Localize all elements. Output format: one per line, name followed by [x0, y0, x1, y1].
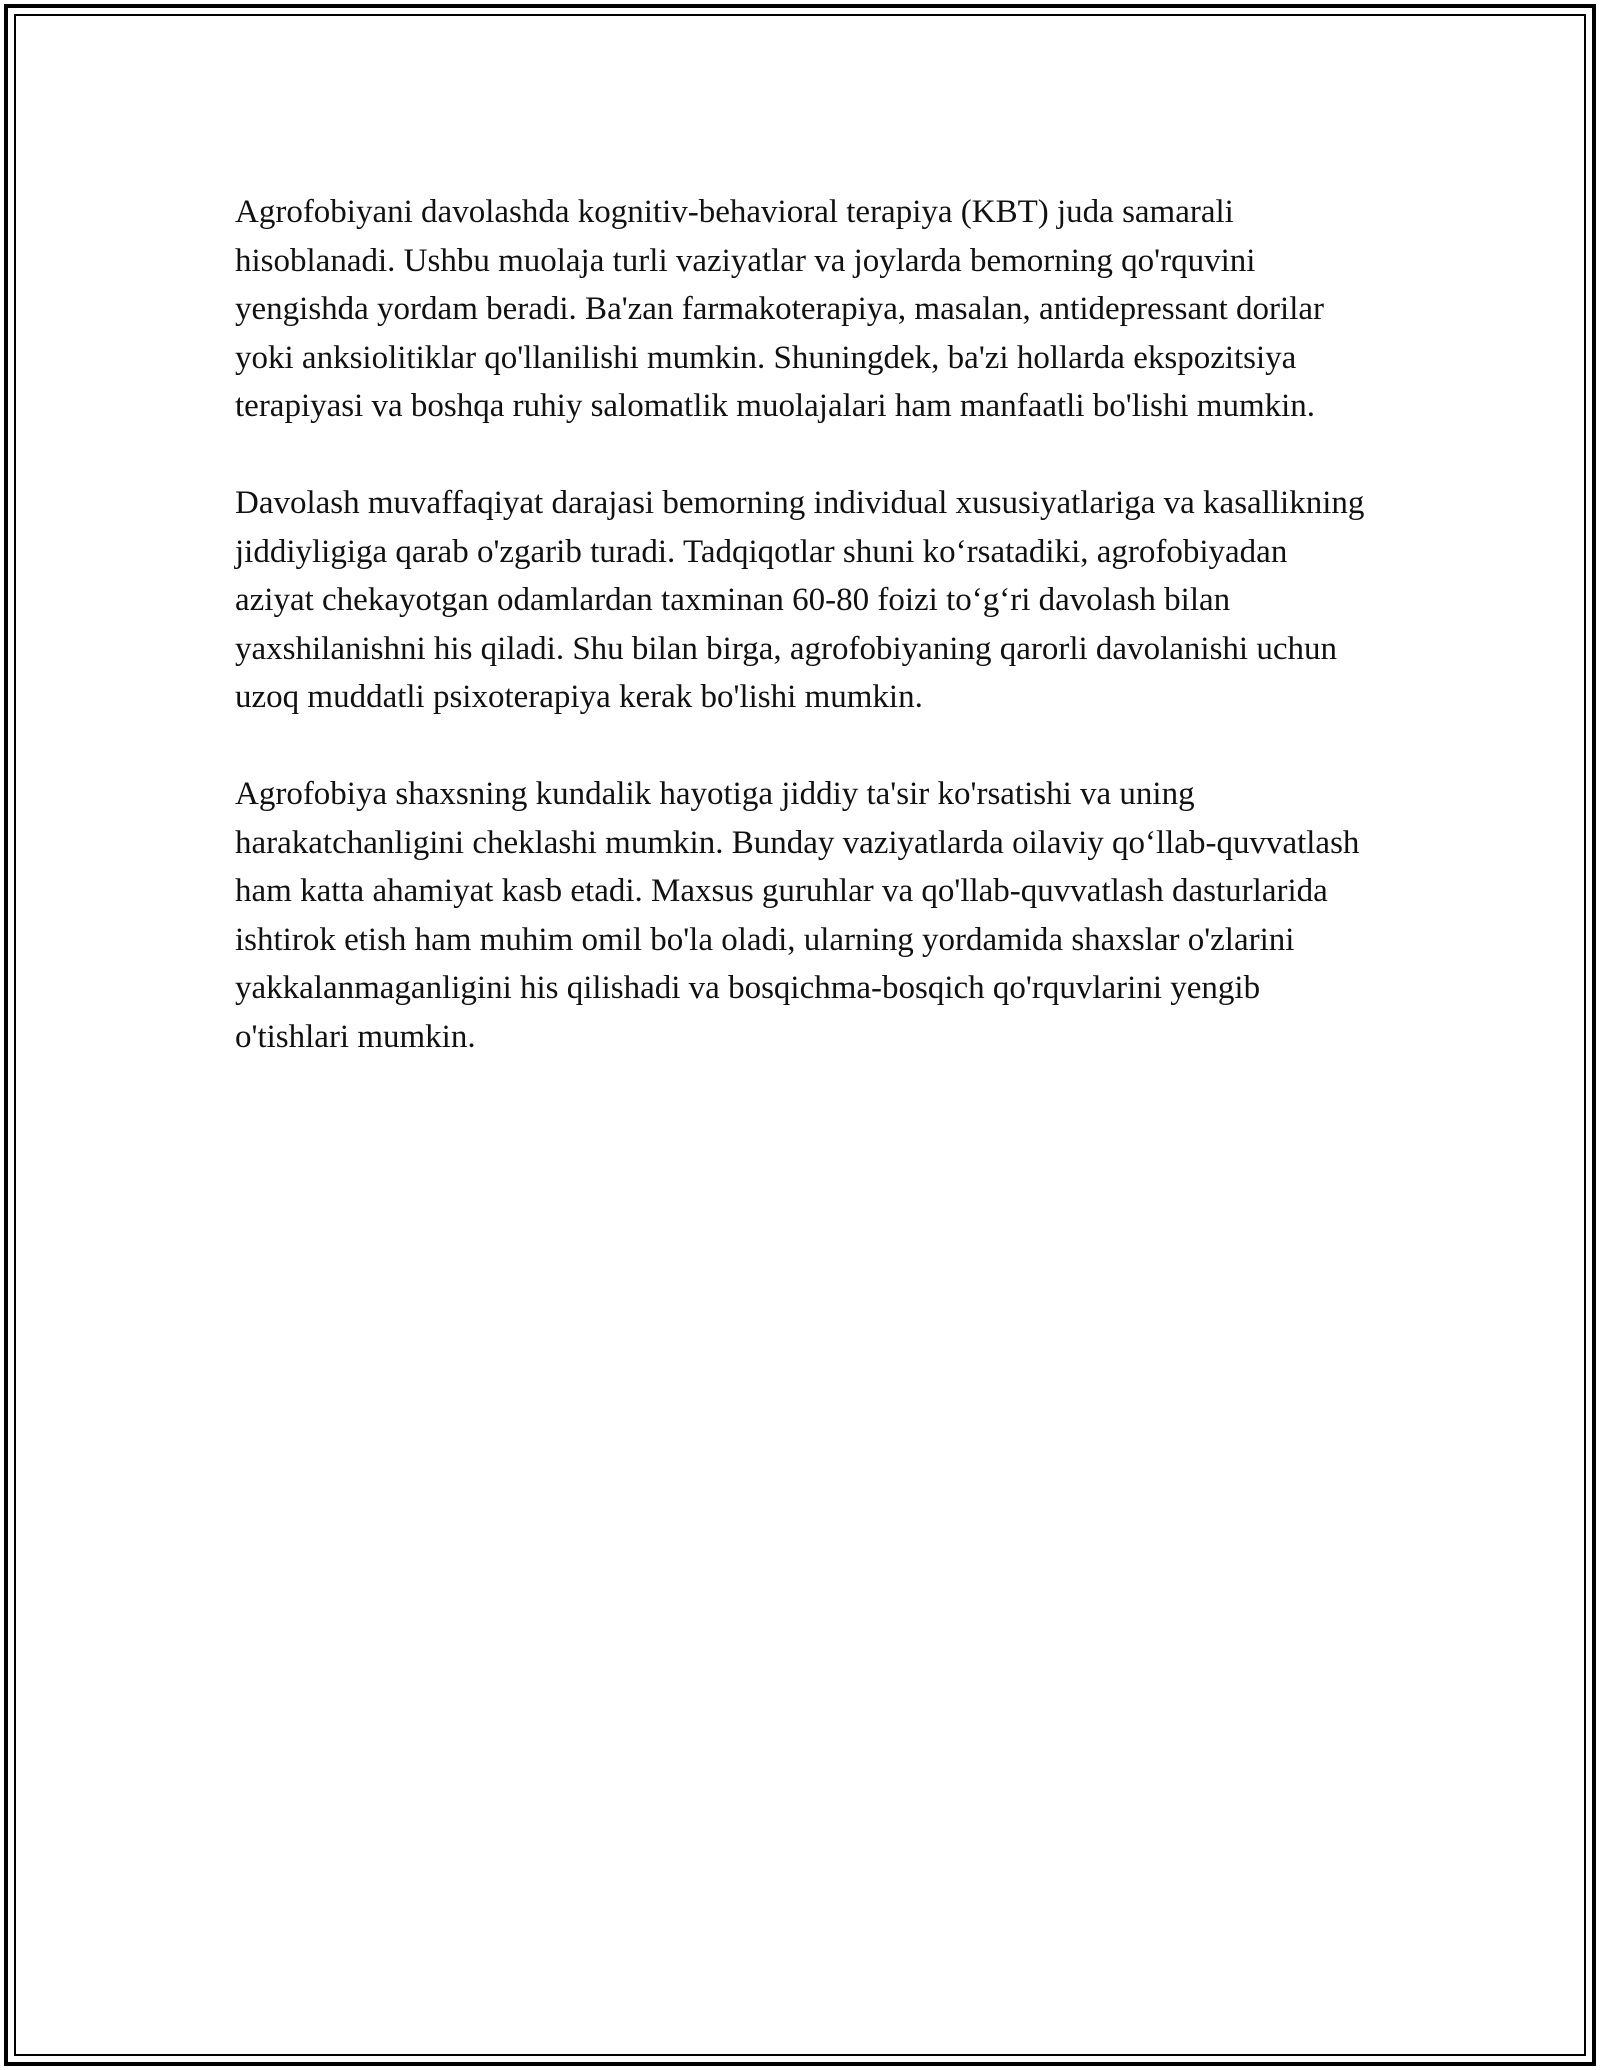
- paragraph-2: Davolash muvaffaqiyat darajasi bemorning individual xususiyatlariga va kasallikning jiddiyligiga qarab o'zgarib turadi. Tadqiqotlar shuni ko‘rsatadiki, agrofobiyadan aziyat chekayotgan odamlardan taxminan 60-80 foizi to‘g‘ri davolash bilan yaxshilanishni his qiladi. Shu bilan birga, agrofobiyaning qarorli davolanishi uchun uzoq muddatli psixoterapiya kerak bo'lishi mumkin.: [235, 485, 1365, 715]
- paragraph-1: Agrofobiyani davolashda kognitiv-behavioral terapiya (KBT) juda samarali hisoblanadi. Ushbu muolaja turli vaziyatlar va joylarda bemorning qo'rquvini yengishda yordam beradi. Ba'zan farmakoterapiya, masalan, antidepressant dorilar yoki anksiolitiklar qo'llanilishi mumkin. Shuningdek, ba'zi hollarda ekspozitsiya terapiyasi va boshqa ruhiy salomatlik muolajalari ham manfaatli bo'lishi mumkin.: [235, 194, 1325, 424]
- document-body: [235, 188, 1370, 1110]
- paragraph-3: Agrofobiya shaxsning kundalik hayotiga jiddiy ta'sir ko'rsatishi va uning harakatchanligini cheklashi mumkin. Bunday vaziyatlarda oilaviy qo‘llab-quvvatlash ham katta ahamiyat kasb etadi. Maxsus guruhlar va qo'llab-quvvatlash dasturlarida ishtirok etish ham muhim omil bo'la oladi, ularning yordamida shaxslar o'zlarini yakkalanmaganligini his qilishadi va bosqichma-bosqich qo'rquvlarini yengib o'tishlari mumkin.: [235, 776, 1360, 1055]
